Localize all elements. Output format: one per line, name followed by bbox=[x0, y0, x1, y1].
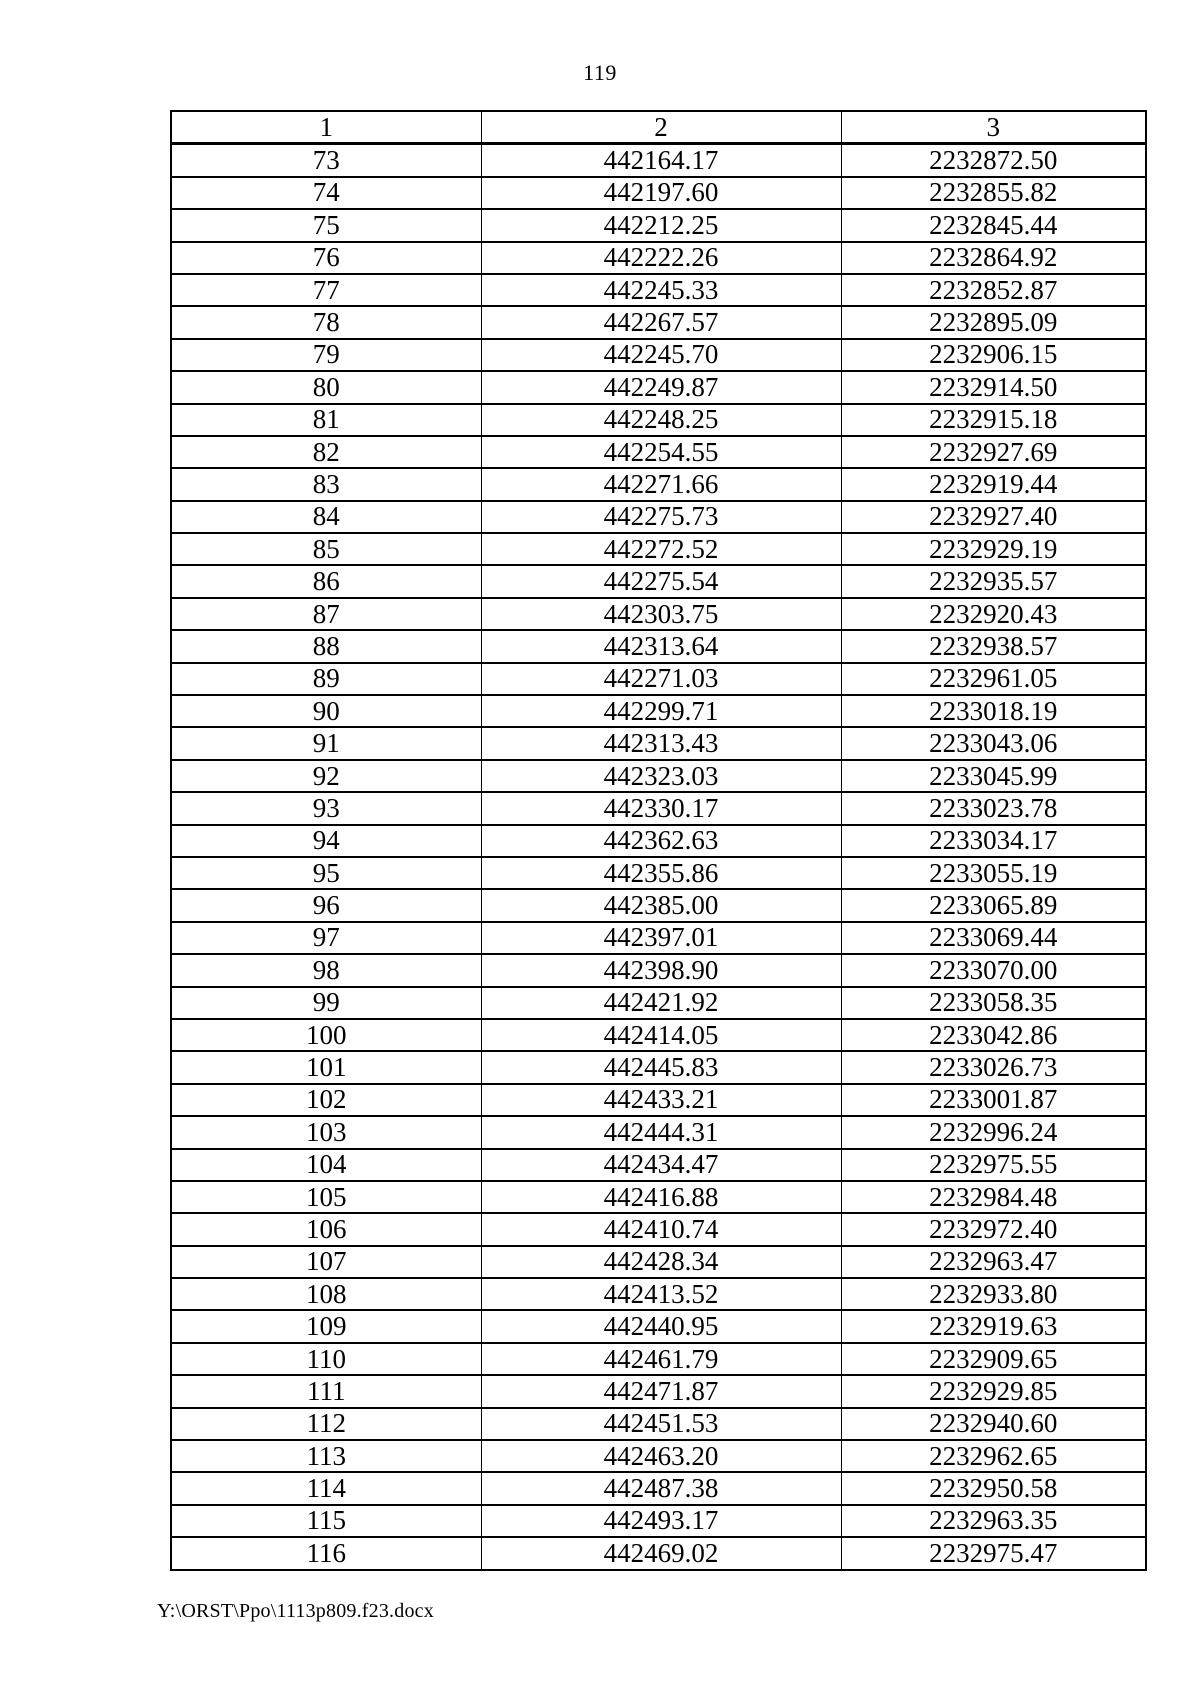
table-cell-col3: 2232919.44 bbox=[841, 468, 1146, 500]
table-row bbox=[171, 889, 1146, 921]
table-cell-col2: 442493.17 bbox=[481, 1505, 841, 1537]
table-cell-col2: 442299.71 bbox=[481, 695, 841, 727]
table-cell-col1: 110 bbox=[171, 1343, 481, 1375]
table-cell-col3: 2232872.50 bbox=[841, 144, 1146, 177]
table-row bbox=[171, 1278, 1146, 1310]
table-cell-col2: 442440.95 bbox=[481, 1310, 841, 1342]
table-cell-col3: 2232927.69 bbox=[841, 436, 1146, 468]
table-cell-col3: 2232909.65 bbox=[841, 1343, 1146, 1375]
table-cell-col1: 107 bbox=[171, 1246, 481, 1278]
table-row bbox=[171, 1375, 1146, 1407]
table-cell-col3: 2232935.57 bbox=[841, 565, 1146, 597]
table-cell-col1: 92 bbox=[171, 760, 481, 792]
table-cell-col3: 2232929.19 bbox=[841, 533, 1146, 565]
table-row bbox=[171, 1310, 1146, 1342]
table-cell-col1: 101 bbox=[171, 1051, 481, 1083]
table-cell-col3: 2232852.87 bbox=[841, 274, 1146, 306]
table-row bbox=[171, 954, 1146, 986]
table-row bbox=[171, 177, 1146, 209]
table-row bbox=[171, 598, 1146, 630]
table-cell-col1: 87 bbox=[171, 598, 481, 630]
table-cell-col1: 95 bbox=[171, 857, 481, 889]
table-cell-col1: 116 bbox=[171, 1537, 481, 1569]
table-cell-col1: 82 bbox=[171, 436, 481, 468]
table-cell-col1: 98 bbox=[171, 954, 481, 986]
table-cell-col1: 97 bbox=[171, 922, 481, 954]
table-cell-col1: 75 bbox=[171, 209, 481, 241]
table-cell-col2: 442461.79 bbox=[481, 1343, 841, 1375]
table-cell-col1: 100 bbox=[171, 1019, 481, 1051]
table-cell-col3: 2232975.55 bbox=[841, 1149, 1146, 1181]
table-cell-col1: 90 bbox=[171, 695, 481, 727]
table-row bbox=[171, 533, 1146, 565]
table-cell-col3: 2232975.47 bbox=[841, 1537, 1146, 1569]
coordinates-table bbox=[170, 110, 1147, 1571]
table-cell-col1: 99 bbox=[171, 987, 481, 1019]
table-cell-col3: 2232914.50 bbox=[841, 371, 1146, 403]
table-cell-col1: 83 bbox=[171, 468, 481, 500]
table-cell-col1: 96 bbox=[171, 889, 481, 921]
table-cell-col3: 2232845.44 bbox=[841, 209, 1146, 241]
table-cell-col3: 2233026.73 bbox=[841, 1051, 1146, 1083]
table-row bbox=[171, 630, 1146, 662]
table-cell-col1: 112 bbox=[171, 1408, 481, 1440]
table-cell-col1: 102 bbox=[171, 1084, 481, 1116]
table-cell-col3: 2233069.44 bbox=[841, 922, 1146, 954]
table-cell-col2: 442330.17 bbox=[481, 792, 841, 824]
table-header bbox=[171, 111, 1146, 144]
table-row bbox=[171, 501, 1146, 533]
table-cell-col3: 2232895.09 bbox=[841, 306, 1146, 338]
table-cell-col2: 442414.05 bbox=[481, 1019, 841, 1051]
table-cell-col2: 442410.74 bbox=[481, 1213, 841, 1245]
table-cell-col3: 2233065.89 bbox=[841, 889, 1146, 921]
table-cell-col2: 442362.63 bbox=[481, 825, 841, 857]
table-row bbox=[171, 1440, 1146, 1472]
table-cell-col2: 442271.03 bbox=[481, 663, 841, 695]
table-row bbox=[171, 1019, 1146, 1051]
table-cell-col2: 442249.87 bbox=[481, 371, 841, 403]
table-cell-col2: 442398.90 bbox=[481, 954, 841, 986]
table-cell-col1: 105 bbox=[171, 1181, 481, 1213]
table-cell-col1: 88 bbox=[171, 630, 481, 662]
table-row bbox=[171, 857, 1146, 889]
table-row bbox=[171, 371, 1146, 403]
table-row bbox=[171, 1181, 1146, 1213]
table-cell-col3: 2232940.60 bbox=[841, 1408, 1146, 1440]
table-cell-col3: 2232927.40 bbox=[841, 501, 1146, 533]
table-cell-col3: 2232963.35 bbox=[841, 1505, 1146, 1537]
table-cell-col3: 2232929.85 bbox=[841, 1375, 1146, 1407]
table-cell-col1: 106 bbox=[171, 1213, 481, 1245]
table-cell-col3: 2232938.57 bbox=[841, 630, 1146, 662]
table-cell-col1: 84 bbox=[171, 501, 481, 533]
table-row bbox=[171, 144, 1146, 177]
table-cell-col2: 442248.25 bbox=[481, 404, 841, 436]
table-row bbox=[171, 209, 1146, 241]
column-header-2: 2 bbox=[481, 111, 841, 144]
table-cell-col1: 111 bbox=[171, 1375, 481, 1407]
table-row bbox=[171, 1213, 1146, 1245]
column-header-1: 1 bbox=[171, 111, 481, 144]
table-row bbox=[171, 306, 1146, 338]
table-row bbox=[171, 1084, 1146, 1116]
table-cell-col3: 2232855.82 bbox=[841, 177, 1146, 209]
table-cell-col3: 2233042.86 bbox=[841, 1019, 1146, 1051]
table-row bbox=[171, 565, 1146, 597]
table-cell-col2: 442428.34 bbox=[481, 1246, 841, 1278]
table-cell-col2: 442463.20 bbox=[481, 1440, 841, 1472]
table-cell-col3: 2232963.47 bbox=[841, 1246, 1146, 1278]
table-row bbox=[171, 242, 1146, 274]
table-cell-col3: 2233018.19 bbox=[841, 695, 1146, 727]
table-cell-col2: 442471.87 bbox=[481, 1375, 841, 1407]
footer-file-path: Y:\ORST\Ppo\1113p809.f23.docx bbox=[157, 1600, 434, 1622]
table-cell-col3: 2232906.15 bbox=[841, 339, 1146, 371]
table-row bbox=[171, 727, 1146, 759]
table-cell-col3: 2233001.87 bbox=[841, 1084, 1146, 1116]
table-cell-col3: 2232984.48 bbox=[841, 1181, 1146, 1213]
table-row bbox=[171, 1246, 1146, 1278]
table-cell-col2: 442445.83 bbox=[481, 1051, 841, 1083]
table-cell-col3: 2232950.58 bbox=[841, 1472, 1146, 1504]
table-cell-col2: 442267.57 bbox=[481, 306, 841, 338]
table-row bbox=[171, 1116, 1146, 1148]
table-cell-col2: 442416.88 bbox=[481, 1181, 841, 1213]
table-cell-col2: 442275.73 bbox=[481, 501, 841, 533]
table-row bbox=[171, 760, 1146, 792]
table-row bbox=[171, 825, 1146, 857]
table-cell-col1: 104 bbox=[171, 1149, 481, 1181]
table-cell-col1: 93 bbox=[171, 792, 481, 824]
table-cell-col2: 442271.66 bbox=[481, 468, 841, 500]
table-cell-col3: 2233045.99 bbox=[841, 760, 1146, 792]
table-cell-col3: 2232919.63 bbox=[841, 1310, 1146, 1342]
table-cell-col1: 80 bbox=[171, 371, 481, 403]
table-cell-col3: 2232996.24 bbox=[841, 1116, 1146, 1148]
table-cell-col2: 442245.70 bbox=[481, 339, 841, 371]
table-body bbox=[171, 144, 1146, 1570]
table-row bbox=[171, 1149, 1146, 1181]
table-cell-col1: 85 bbox=[171, 533, 481, 565]
table-cell-col3: 2233034.17 bbox=[841, 825, 1146, 857]
table-cell-col1: 114 bbox=[171, 1472, 481, 1504]
table-row bbox=[171, 1537, 1146, 1569]
table-cell-col2: 442164.17 bbox=[481, 144, 841, 177]
table-cell-col2: 442254.55 bbox=[481, 436, 841, 468]
table-cell-col1: 74 bbox=[171, 177, 481, 209]
table-cell-col1: 76 bbox=[171, 242, 481, 274]
table-row bbox=[171, 922, 1146, 954]
table-cell-col3: 2233043.06 bbox=[841, 727, 1146, 759]
column-header-3: 3 bbox=[841, 111, 1146, 144]
table-cell-col1: 73 bbox=[171, 144, 481, 177]
table-row bbox=[171, 339, 1146, 371]
table-cell-col3: 2233070.00 bbox=[841, 954, 1146, 986]
table-cell-col3: 2232972.40 bbox=[841, 1213, 1146, 1245]
table-cell-col1: 113 bbox=[171, 1440, 481, 1472]
table-cell-col1: 115 bbox=[171, 1505, 481, 1537]
table-cell-col2: 442451.53 bbox=[481, 1408, 841, 1440]
table-row bbox=[171, 987, 1146, 1019]
table-cell-col2: 442313.64 bbox=[481, 630, 841, 662]
table-cell-col2: 442421.92 bbox=[481, 987, 841, 1019]
table-row bbox=[171, 663, 1146, 695]
table-cell-col2: 442487.38 bbox=[481, 1472, 841, 1504]
table-row bbox=[171, 695, 1146, 727]
table-row bbox=[171, 1343, 1146, 1375]
table-cell-col2: 442245.33 bbox=[481, 274, 841, 306]
table-cell-col1: 79 bbox=[171, 339, 481, 371]
table-cell-col2: 442444.31 bbox=[481, 1116, 841, 1148]
table-cell-col2: 442197.60 bbox=[481, 177, 841, 209]
table-cell-col2: 442469.02 bbox=[481, 1537, 841, 1569]
table-cell-col3: 2232961.05 bbox=[841, 663, 1146, 695]
table-cell-col3: 2232915.18 bbox=[841, 404, 1146, 436]
table-cell-col3: 2232962.65 bbox=[841, 1440, 1146, 1472]
table-row bbox=[171, 1505, 1146, 1537]
table-row bbox=[171, 468, 1146, 500]
table-cell-col2: 442385.00 bbox=[481, 889, 841, 921]
table-cell-col1: 103 bbox=[171, 1116, 481, 1148]
table-cell-col3: 2233023.78 bbox=[841, 792, 1146, 824]
table-header-row bbox=[171, 111, 1146, 144]
table-cell-col1: 86 bbox=[171, 565, 481, 597]
table-cell-col1: 91 bbox=[171, 727, 481, 759]
table-row bbox=[171, 274, 1146, 306]
table-cell-col3: 2232920.43 bbox=[841, 598, 1146, 630]
table-cell-col2: 442397.01 bbox=[481, 922, 841, 954]
table-cell-col1: 78 bbox=[171, 306, 481, 338]
table-cell-col1: 94 bbox=[171, 825, 481, 857]
table-cell-col2: 442434.47 bbox=[481, 1149, 841, 1181]
table-cell-col2: 442313.43 bbox=[481, 727, 841, 759]
table-cell-col2: 442355.86 bbox=[481, 857, 841, 889]
table-cell-col2: 442433.21 bbox=[481, 1084, 841, 1116]
page-number: 119 bbox=[583, 60, 617, 85]
table-cell-col2: 442323.03 bbox=[481, 760, 841, 792]
table-row bbox=[171, 1408, 1146, 1440]
table-cell-col2: 442303.75 bbox=[481, 598, 841, 630]
table-row bbox=[171, 404, 1146, 436]
table-row bbox=[171, 436, 1146, 468]
table-cell-col3: 2233055.19 bbox=[841, 857, 1146, 889]
table-cell-col3: 2233058.35 bbox=[841, 987, 1146, 1019]
table-cell-col1: 81 bbox=[171, 404, 481, 436]
table-cell-col2: 442275.54 bbox=[481, 565, 841, 597]
table-cell-col2: 442413.52 bbox=[481, 1278, 841, 1310]
table-cell-col1: 108 bbox=[171, 1278, 481, 1310]
table-cell-col2: 442212.25 bbox=[481, 209, 841, 241]
table-cell-col2: 442272.52 bbox=[481, 533, 841, 565]
table-row bbox=[171, 792, 1146, 824]
table-cell-col1: 109 bbox=[171, 1310, 481, 1342]
table-cell-col1: 89 bbox=[171, 663, 481, 695]
table-row bbox=[171, 1051, 1146, 1083]
table-row bbox=[171, 1472, 1146, 1504]
table-cell-col1: 77 bbox=[171, 274, 481, 306]
table-cell-col2: 442222.26 bbox=[481, 242, 841, 274]
table-cell-col3: 2232933.80 bbox=[841, 1278, 1146, 1310]
table-cell-col3: 2232864.92 bbox=[841, 242, 1146, 274]
